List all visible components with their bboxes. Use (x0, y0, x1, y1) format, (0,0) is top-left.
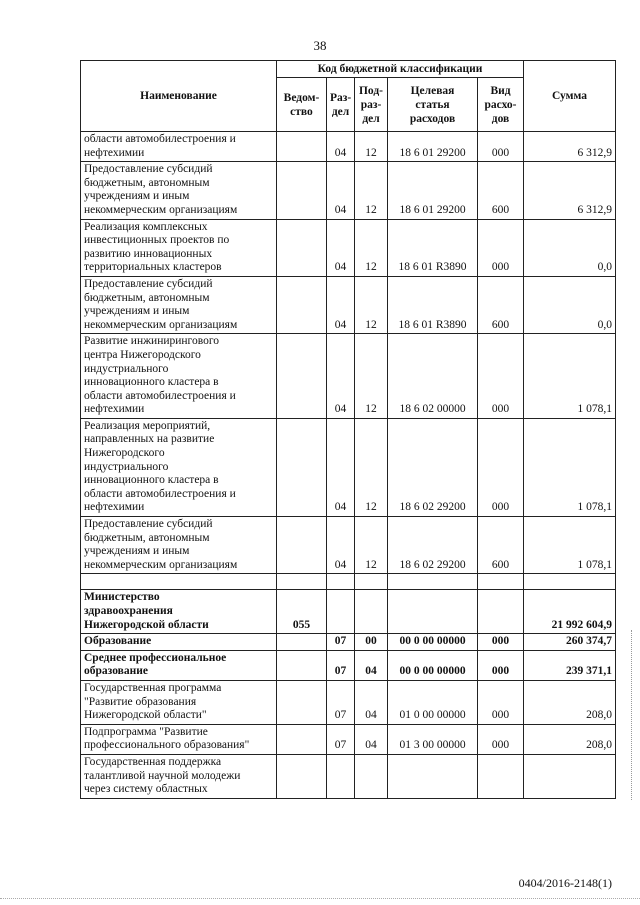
row-podrazdel: 12 (355, 418, 388, 516)
row-name (81, 574, 277, 590)
row-podrazdel: 04 (355, 650, 388, 680)
row-sum: 6 312,9 (524, 132, 616, 162)
row-name: Государственная программа "Развитие образования Нижегородской области" (81, 680, 277, 724)
row-vid (478, 590, 524, 634)
row-sum: 6 312,9 (524, 162, 616, 219)
row-name: Министерство здравоохранения Нижегородской области (81, 590, 277, 634)
row-podrazdel: 12 (355, 132, 388, 162)
row-target: 18 6 01 R3890 (388, 219, 478, 276)
header-vid: Вид расхо- дов (478, 78, 524, 132)
row-podrazdel (355, 754, 388, 798)
table-body (81, 132, 616, 799)
row-podrazdel: 12 (355, 276, 388, 333)
row-vid: 000 (478, 334, 524, 419)
row-target: 18 6 01 R3890 (388, 276, 478, 333)
row-razdel: 04 (327, 162, 355, 219)
row-vid: 000 (478, 680, 524, 724)
row-name: Реализация комплексных инвестиционных проектов по развитию инновационных территориальных кластеров (81, 219, 277, 276)
table-row (81, 219, 616, 276)
budget-table (80, 60, 616, 799)
row-target: 00 0 00 00000 (388, 650, 478, 680)
header-razdel: Раз- дел (327, 78, 355, 132)
row-podrazdel (355, 590, 388, 634)
row-sum: 1 078,1 (524, 334, 616, 419)
row-name: Реализация мероприятий, направленных на развитие Нижегородского индустриального инновационного кластера в области автомобилестроения и нефтехимии (81, 418, 277, 516)
row-vid: 000 (478, 634, 524, 651)
row-razdel: 07 (327, 680, 355, 724)
row-vedomstvo (277, 418, 327, 516)
row-name: Подпрограмма "Развитие профессионального образования" (81, 724, 277, 754)
header-target: Целевая статья расходов (388, 78, 478, 132)
row-name: области автомобилестроения и нефтехимии (81, 132, 277, 162)
row-name: Развитие инжинирингового центра Нижегородского индустриального инновационного кластера в области автомобилестроения и нефтехимии (81, 334, 277, 419)
row-sum: 0,0 (524, 219, 616, 276)
table-row (81, 650, 616, 680)
row-sum: 21 992 604,9 (524, 590, 616, 634)
row-vid (478, 574, 524, 590)
row-sum: 208,0 (524, 724, 616, 754)
table-row (81, 634, 616, 651)
row-target: 01 0 00 00000 (388, 680, 478, 724)
row-razdel: 04 (327, 517, 355, 574)
row-target (388, 574, 478, 590)
row-sum: 239 371,1 (524, 650, 616, 680)
row-podrazdel: 12 (355, 219, 388, 276)
table-row (81, 754, 616, 798)
row-razdel (327, 590, 355, 634)
row-vid: 600 (478, 517, 524, 574)
row-vedomstvo (277, 650, 327, 680)
row-target (388, 590, 478, 634)
row-target: 18 6 01 29200 (388, 162, 478, 219)
row-razdel: 04 (327, 219, 355, 276)
row-vid: 000 (478, 650, 524, 680)
page-number: 38 (313, 38, 327, 53)
row-target: 18 6 01 29200 (388, 132, 478, 162)
row-razdel: 07 (327, 724, 355, 754)
table-row (81, 680, 616, 724)
row-sum: 0,0 (524, 276, 616, 333)
row-vedomstvo (277, 754, 327, 798)
row-razdel: 07 (327, 650, 355, 680)
row-vedomstvo (277, 724, 327, 754)
header-sum: Сумма (524, 61, 616, 132)
row-target: 00 0 00 00000 (388, 634, 478, 651)
row-vedomstvo (277, 276, 327, 333)
row-name: Предоставление субсидий бюджетным, автономным учреждениям и иным некоммерческим организациям (81, 517, 277, 574)
row-target: 18 6 02 29200 (388, 517, 478, 574)
row-target: 18 6 02 29200 (388, 418, 478, 516)
row-name: Государственная поддержка талантливой научной молодежи через систему областных (81, 754, 277, 798)
table-row (81, 418, 616, 516)
row-vedomstvo (277, 634, 327, 651)
row-name: Среднее профессиональное образование (81, 650, 277, 680)
row-podrazdel: 12 (355, 334, 388, 419)
row-vid: 000 (478, 219, 524, 276)
margin-mark (631, 630, 634, 800)
row-vedomstvo (277, 574, 327, 590)
table-row (81, 724, 616, 754)
table-row (81, 132, 616, 162)
table-row (81, 334, 616, 419)
row-name: Образование (81, 634, 277, 651)
table-row (81, 574, 616, 590)
document-code: 0404/2016-2148(1) (518, 876, 612, 890)
row-vedomstvo (277, 680, 327, 724)
row-razdel: 07 (327, 634, 355, 651)
row-vedomstvo (277, 219, 327, 276)
row-name: Предоставление субсидий бюджетным, автономным учреждениям и иным некоммерческим организациям (81, 276, 277, 333)
row-podrazdel (355, 574, 388, 590)
row-podrazdel: 04 (355, 680, 388, 724)
row-podrazdel: 04 (355, 724, 388, 754)
row-sum: 260 374,7 (524, 634, 616, 651)
header-vedomstvo: Ведом- ство (277, 78, 327, 132)
row-sum (524, 754, 616, 798)
row-vedomstvo (277, 334, 327, 419)
row-razdel: 04 (327, 132, 355, 162)
row-vid: 600 (478, 276, 524, 333)
row-razdel (327, 754, 355, 798)
bottom-divider (0, 898, 640, 899)
row-razdel: 04 (327, 418, 355, 516)
row-razdel: 04 (327, 276, 355, 333)
row-razdel: 04 (327, 334, 355, 419)
row-podrazdel: 12 (355, 162, 388, 219)
row-podrazdel: 12 (355, 517, 388, 574)
row-target (388, 754, 478, 798)
header-code-group: Код бюджетной классификации (277, 61, 524, 78)
table-header (81, 61, 616, 132)
table-row (81, 162, 616, 219)
header-podrazdel: Под- раз- дел (355, 78, 388, 132)
row-sum: 208,0 (524, 680, 616, 724)
row-podrazdel: 00 (355, 634, 388, 651)
header-name: Наименование (81, 61, 277, 132)
table-row (81, 276, 616, 333)
row-razdel (327, 574, 355, 590)
table-row (81, 590, 616, 634)
row-vid: 000 (478, 132, 524, 162)
row-target: 01 3 00 00000 (388, 724, 478, 754)
row-sum: 1 078,1 (524, 418, 616, 516)
row-vedomstvo (277, 162, 327, 219)
row-vid (478, 754, 524, 798)
row-vid: 600 (478, 162, 524, 219)
row-name: Предоставление субсидий бюджетным, автономным учреждениям и иным некоммерческим организациям (81, 162, 277, 219)
row-vid: 000 (478, 724, 524, 754)
row-target: 18 6 02 00000 (388, 334, 478, 419)
row-vedomstvo (277, 517, 327, 574)
table-row (81, 517, 616, 574)
row-vedomstvo: 055 (277, 590, 327, 634)
row-sum: 1 078,1 (524, 517, 616, 574)
row-sum (524, 574, 616, 590)
row-vid: 000 (478, 418, 524, 516)
row-vedomstvo (277, 132, 327, 162)
